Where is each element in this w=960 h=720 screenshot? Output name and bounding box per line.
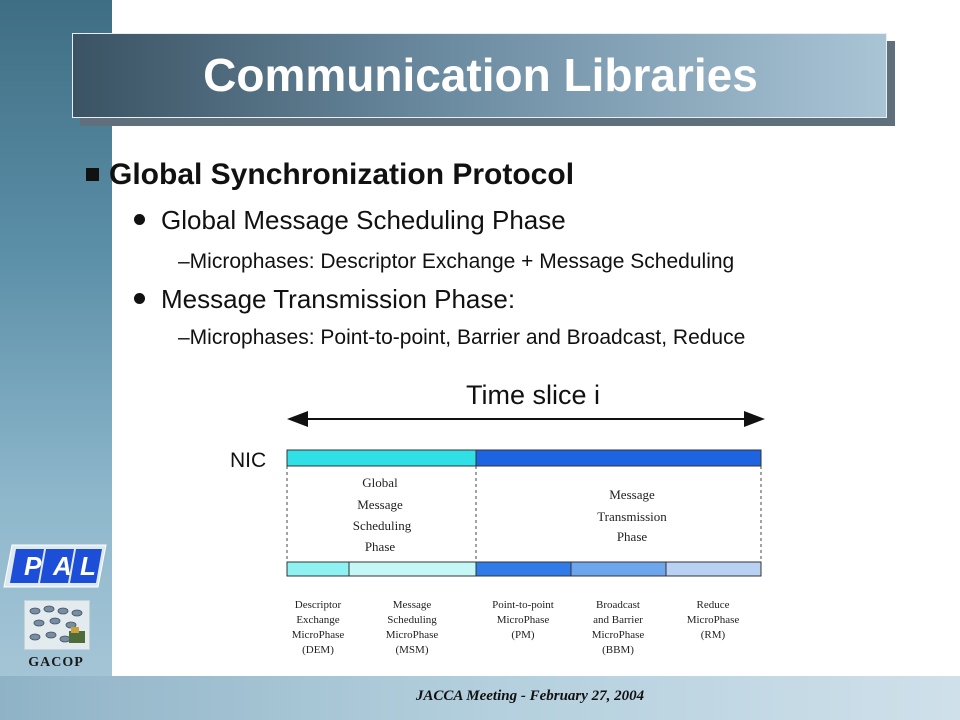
microphase-dem-label: Exchange xyxy=(296,614,340,626)
slide-title: Communication Libraries xyxy=(203,49,758,101)
footer-text: JACCA Meeting - February 27, 2004 xyxy=(415,688,645,704)
transmission-phase-label-line: Transmission xyxy=(597,509,667,524)
microphase-msm-label: (MSM) xyxy=(395,644,429,656)
detail-1: –Microphases: Descriptor Exchange + Message Scheduling xyxy=(178,250,735,273)
pal-letter: A xyxy=(53,551,72,581)
arrow-right-icon xyxy=(744,411,765,427)
bullet-main-text: Global Synchronization Protocol xyxy=(109,158,575,191)
microphase-pm-label: (PM) xyxy=(511,629,535,641)
pal-letter: L xyxy=(80,551,96,581)
microphase-pm-bar xyxy=(476,562,571,576)
arrow-left-icon xyxy=(287,411,308,427)
microphase-msm-label: Scheduling xyxy=(387,614,437,626)
pal-letter: P xyxy=(24,551,42,581)
transmission-phase-label-line: Phase xyxy=(616,529,648,544)
microphase-bbm-label: MicroPhase xyxy=(591,629,645,641)
global-phase-label-line: Phase xyxy=(364,539,396,554)
microphase-bbm-label: (BBM) xyxy=(602,644,634,656)
microphase-rm-bar xyxy=(666,562,761,576)
nic-label: NIC xyxy=(230,449,267,472)
microphase-bbm-label: Broadcast xyxy=(596,599,640,611)
microphase-dem-label: Descriptor xyxy=(294,599,342,611)
sub-bullet-2-text: Message Transmission Phase: xyxy=(161,284,516,314)
microphase-msm-label: MicroPhase xyxy=(385,629,439,641)
global-phase-label-line: Message xyxy=(357,497,403,512)
global-phase-label-line: Scheduling xyxy=(352,518,412,533)
microphase-rm-label: Reduce xyxy=(696,599,730,611)
gacop-label: GACOP xyxy=(28,655,84,670)
microphase-rm-label: (RM) xyxy=(700,629,726,641)
microphase-msm-label: Message xyxy=(392,599,432,611)
microphase-rm-label: MicroPhase xyxy=(686,614,740,626)
detail-2: –Microphases: Point-to-point, Barrier and Broadcast, Reduce xyxy=(178,326,746,349)
microphase-pm-label: MicroPhase xyxy=(496,614,550,626)
microphase-dem-label: MicroPhase xyxy=(291,629,345,641)
microphase-msm-bar xyxy=(349,562,476,576)
global-phase-label-line: Global xyxy=(362,475,398,490)
global-phase-bar xyxy=(287,450,476,466)
microphase-bbm-bar xyxy=(571,562,666,576)
microphase-dem-bar xyxy=(287,562,349,576)
transmission-phase-bar xyxy=(476,450,761,466)
microphase-pm-label: Point-to-point xyxy=(492,599,554,611)
microphase-bbm-label: and Barrier xyxy=(593,614,643,626)
sub-bullet-1-text: Global Message Scheduling Phase xyxy=(161,205,566,235)
time-slice-label: Time slice i xyxy=(465,380,601,410)
microphase-dem-label: (DEM) xyxy=(302,644,334,656)
transmission-phase-label-line: Message xyxy=(609,487,655,502)
